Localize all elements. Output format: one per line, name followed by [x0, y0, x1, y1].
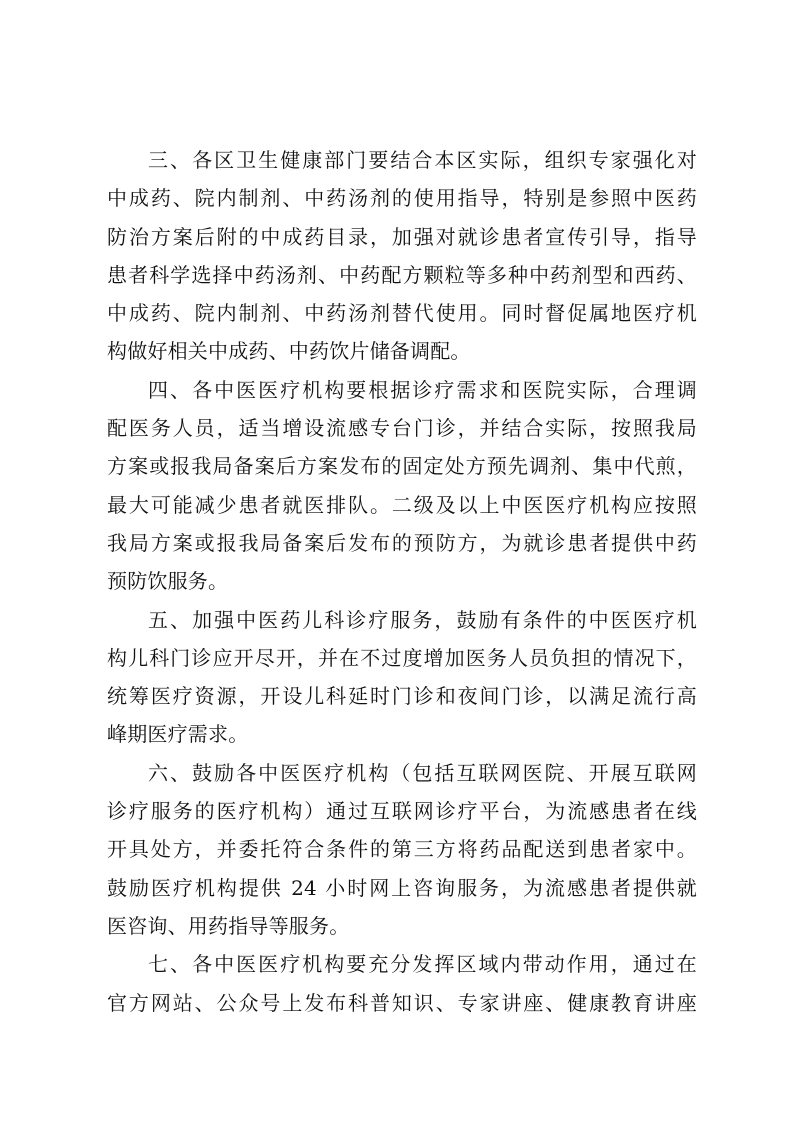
- paragraph-4-line-4: 最大可能减少患者就医排队。二级及以上中医医疗机构应按照: [107, 492, 697, 517]
- paragraph-5-line-3: 统筹医疗资源，开设儿科延时门诊和夜间门诊，以满足流行高: [107, 684, 697, 709]
- document-body: [107, 141, 697, 1022]
- paragraph-4-line-3: 方案或报我局备案后方案发布的固定处方预先调剂、集中代煎，: [107, 454, 697, 479]
- paragraph-6-line-4: 鼓励医疗机构提供 24 小时网上咨询服务，为流感患者提供就: [107, 875, 697, 900]
- paragraph-4-line-1: 四、各中医医疗机构要根据诊疗需求和医院实际，合理调: [148, 377, 697, 402]
- paragraph-7-line-1: 七、各中医医疗机构要充分发挥区域内带动作用，通过在: [148, 952, 697, 977]
- paragraph-4-line-6: 预防饮服务。: [107, 569, 229, 594]
- paragraph-6-line-3: 开具处方，并委托符合条件的第三方将药品配送到患者家中。: [107, 837, 697, 862]
- paragraph-7-line-2: 官方网站、公众号上发布科普知识、专家讲座、健康教育讲座: [107, 990, 697, 1015]
- paragraph-6-line-5: 医咨询、用药指导等服务。: [107, 913, 350, 938]
- paragraph-4-line-5: 我局方案或报我局备案后发布的预防方，为就诊患者提供中药: [107, 530, 697, 555]
- paragraph-5-line-2: 构儿科门诊应开尽开，并在不过度增加医务人员负担的情况下，: [107, 645, 697, 670]
- paragraph-5-line-4: 峰期医疗需求。: [107, 722, 249, 747]
- paragraph-6-line-1: 六、鼓励各中医医疗机构（包括互联网医院、开展互联网: [148, 760, 697, 785]
- paragraph-3-line-1: 三、各区卫生健康部门要结合本区实际，组织专家强化对: [148, 148, 697, 172]
- paragraph-3-line-4: 患者科学选择中药汤剂、中药配方颗粒等多种中药剂型和西药、: [107, 262, 697, 287]
- paragraph-3-line-5: 中成药、院内制剂、中药汤剂替代使用。同时督促属地医疗机: [107, 301, 697, 326]
- paragraph-5-line-1: 五、加强中医药儿科诊疗服务，鼓励有条件的中医医疗机: [148, 607, 697, 632]
- paragraph-3-line-3: 防治方案后附的中成药目录，加强对就诊患者宣传引导，指导: [107, 224, 697, 249]
- paragraph-6-line-2: 诊疗服务的医疗机构）通过互联网诊疗平台，为流感患者在线: [107, 799, 697, 824]
- paragraph-3-line-2: 中成药、院内制剂、中药汤剂的使用指导，特别是参照中医药: [107, 186, 697, 211]
- paragraph-3-line-6: 构做好相关中成药、中药饮片储备调配。: [107, 339, 471, 364]
- paragraph-4-line-2: 配医务人员，适当增设流感专台门诊，并结合实际，按照我局: [107, 416, 697, 441]
